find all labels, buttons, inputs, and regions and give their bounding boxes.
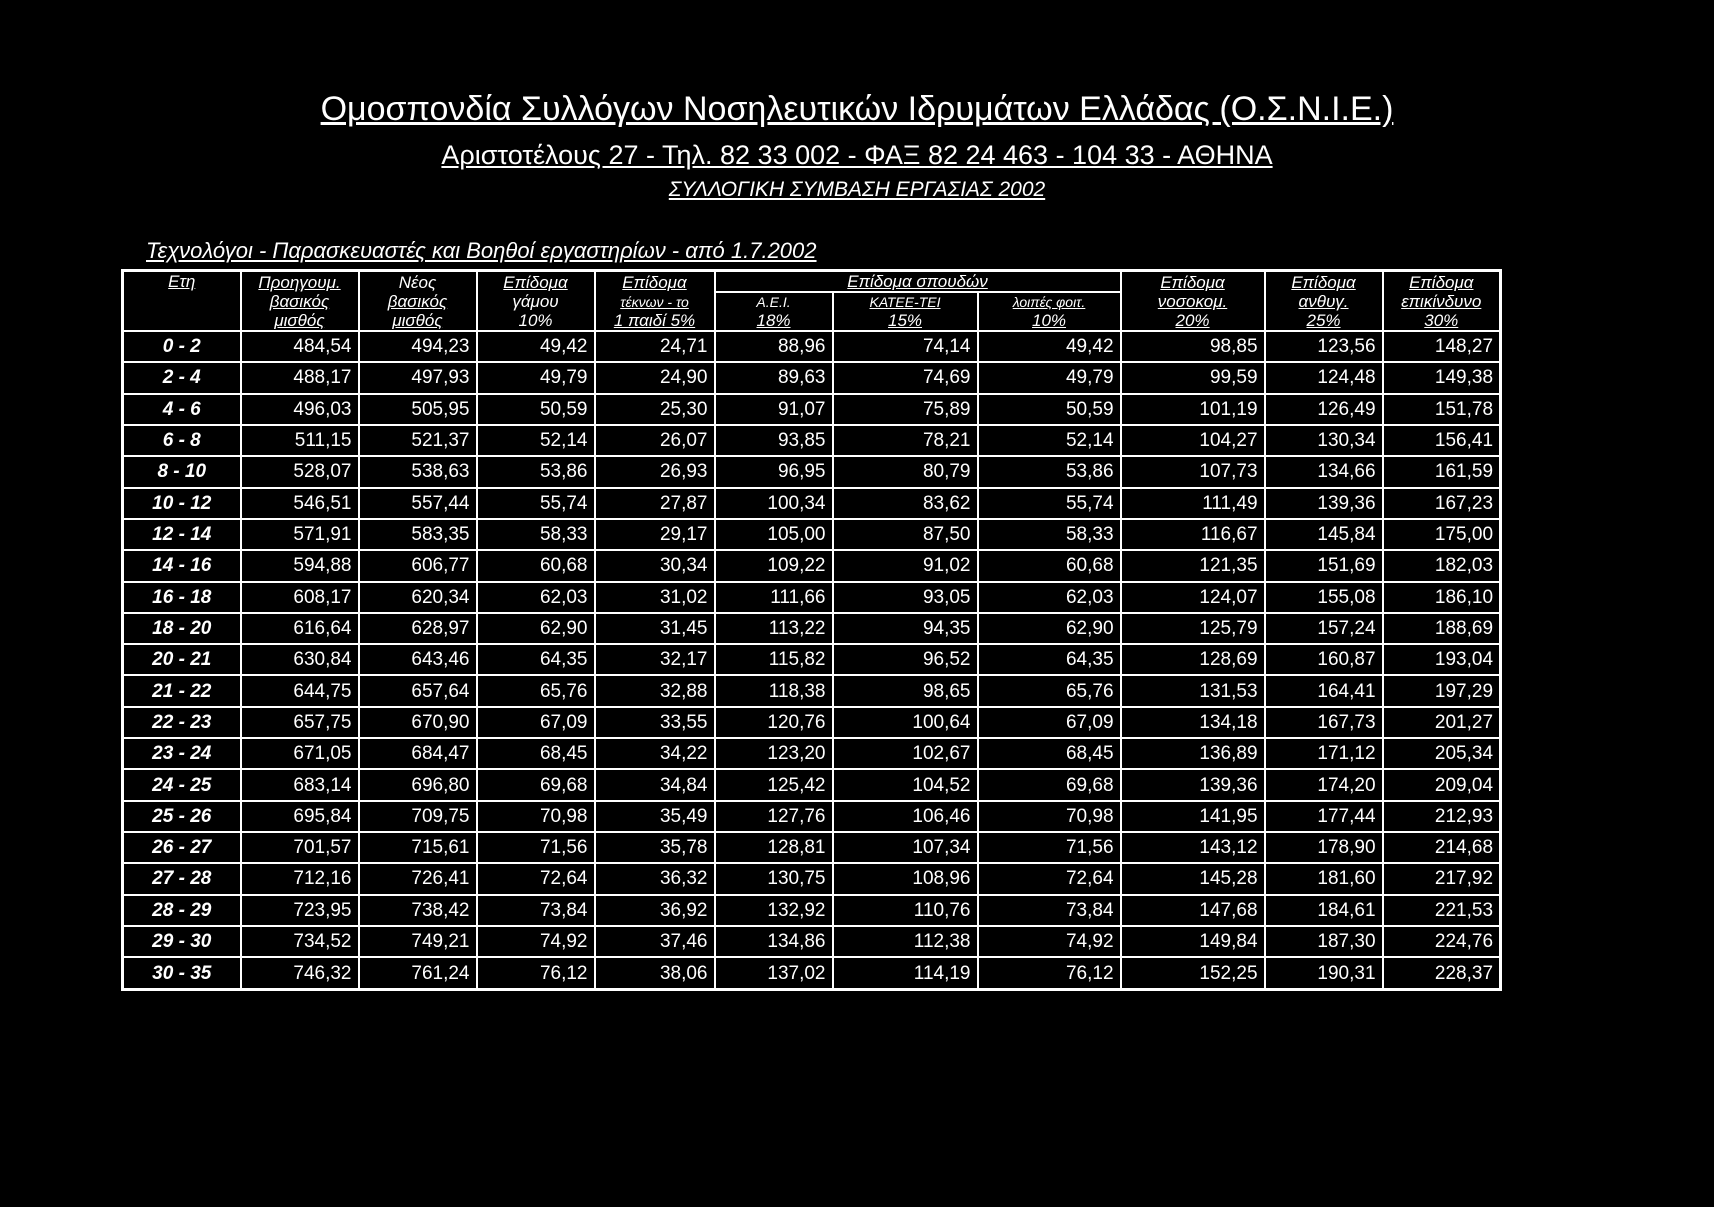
value-cell: 104,27	[1121, 425, 1265, 456]
value-cell: 118,38	[715, 675, 833, 706]
col-new-basic-2: βασικός	[359, 292, 477, 311]
value-cell: 712,16	[241, 863, 359, 894]
col-prev-basic-2: βασικός	[241, 292, 359, 311]
value-cell: 127,76	[715, 801, 833, 832]
value-cell: 73,84	[477, 895, 595, 926]
col-responsibility-pct: 25%	[1265, 311, 1383, 331]
value-cell: 91,02	[833, 550, 978, 581]
value-cell: 141,95	[1121, 801, 1265, 832]
value-cell: 606,77	[359, 550, 477, 581]
value-cell: 167,23	[1383, 488, 1501, 519]
value-cell: 111,66	[715, 582, 833, 613]
col-aei: Α.Ε.Ι.	[715, 292, 833, 311]
value-cell: 32,88	[595, 675, 715, 706]
table-row	[123, 957, 1501, 989]
value-cell: 124,48	[1265, 362, 1383, 393]
value-cell: 145,84	[1265, 519, 1383, 550]
value-cell: 184,61	[1265, 895, 1383, 926]
value-cell: 715,61	[359, 832, 477, 863]
value-cell: 98,85	[1121, 331, 1265, 362]
organization-address: Αριστοτέλους 27 - Τηλ. 82 33 002 - ΦΑΞ 82 24 463 - 104 33 - ΑΘΗΝΑ	[441, 140, 1273, 170]
table-row	[123, 801, 1501, 832]
value-cell: 749,21	[359, 926, 477, 957]
table-header	[123, 271, 1501, 332]
value-cell: 701,57	[241, 832, 359, 863]
section-title: Τεχνολόγοι - Παρασκευαστές και Βοηθοί εργαστηρίων - από 1.7.2002	[146, 238, 817, 263]
value-cell: 178,90	[1265, 832, 1383, 863]
value-cell: 505,95	[359, 394, 477, 425]
col-marriage-3: 10%	[477, 311, 595, 331]
table-row	[123, 644, 1501, 675]
col-marriage: Επίδομα	[477, 271, 595, 293]
salary-table	[121, 269, 1502, 991]
table-row	[123, 769, 1501, 800]
value-cell: 32,17	[595, 644, 715, 675]
col-nursing-2: νοσοκομ.	[1121, 292, 1265, 311]
value-cell: 131,53	[1121, 675, 1265, 706]
value-cell: 723,95	[241, 895, 359, 926]
value-cell: 120,76	[715, 707, 833, 738]
value-cell: 134,86	[715, 926, 833, 957]
value-cell: 68,45	[978, 738, 1121, 769]
value-cell: 557,44	[359, 488, 477, 519]
value-cell: 88,96	[715, 331, 833, 362]
value-cell: 160,87	[1265, 644, 1383, 675]
value-cell: 64,35	[477, 644, 595, 675]
value-cell: 83,62	[833, 488, 978, 519]
years-cell: 21 - 22	[123, 675, 241, 706]
value-cell: 49,42	[978, 331, 1121, 362]
value-cell: 67,09	[978, 707, 1121, 738]
value-cell: 511,15	[241, 425, 359, 456]
years-cell: 4 - 6	[123, 394, 241, 425]
value-cell: 37,46	[595, 926, 715, 957]
value-cell: 670,90	[359, 707, 477, 738]
value-cell: 49,42	[477, 331, 595, 362]
value-cell: 130,75	[715, 863, 833, 894]
value-cell: 58,33	[477, 519, 595, 550]
years-cell: 6 - 8	[123, 425, 241, 456]
value-cell: 174,20	[1265, 769, 1383, 800]
value-cell: 125,42	[715, 769, 833, 800]
value-cell: 528,07	[241, 456, 359, 487]
value-cell: 121,35	[1121, 550, 1265, 581]
value-cell: 87,50	[833, 519, 978, 550]
value-cell: 123,20	[715, 738, 833, 769]
value-cell: 148,27	[1383, 331, 1501, 362]
value-cell: 60,68	[477, 550, 595, 581]
table-row	[123, 926, 1501, 957]
value-cell: 93,85	[715, 425, 833, 456]
col-studies-group: Επίδομα σπουδών	[715, 271, 1121, 293]
value-cell: 52,14	[978, 425, 1121, 456]
table-row	[123, 582, 1501, 613]
value-cell: 55,74	[477, 488, 595, 519]
value-cell: 182,03	[1383, 550, 1501, 581]
value-cell: 157,24	[1265, 613, 1383, 644]
value-cell: 49,79	[978, 362, 1121, 393]
value-cell: 224,76	[1383, 926, 1501, 957]
value-cell: 147,68	[1121, 895, 1265, 926]
value-cell: 214,68	[1383, 832, 1501, 863]
value-cell: 109,22	[715, 550, 833, 581]
value-cell: 76,12	[978, 957, 1121, 989]
value-cell: 152,25	[1121, 957, 1265, 989]
value-cell: 52,14	[477, 425, 595, 456]
value-cell: 75,89	[833, 394, 978, 425]
value-cell: 101,19	[1121, 394, 1265, 425]
value-cell: 71,56	[477, 832, 595, 863]
col-nursing-pct: 20%	[1121, 311, 1265, 331]
col-children-3: 1 παιδί 5%	[595, 311, 715, 331]
years-cell: 2 - 4	[123, 362, 241, 393]
value-cell: 683,14	[241, 769, 359, 800]
value-cell: 72,64	[978, 863, 1121, 894]
value-cell: 62,90	[978, 613, 1121, 644]
col-nursing: Επίδομα	[1121, 271, 1265, 293]
value-cell: 696,80	[359, 769, 477, 800]
col-other: λοιπές φοιτ.	[978, 292, 1121, 311]
years-cell: 8 - 10	[123, 456, 241, 487]
years-cell: 10 - 12	[123, 488, 241, 519]
value-cell: 201,27	[1383, 707, 1501, 738]
table-row	[123, 331, 1501, 362]
table-row	[123, 362, 1501, 393]
years-cell: 29 - 30	[123, 926, 241, 957]
value-cell: 734,52	[241, 926, 359, 957]
value-cell: 161,59	[1383, 456, 1501, 487]
value-cell: 205,34	[1383, 738, 1501, 769]
value-cell: 139,36	[1121, 769, 1265, 800]
value-cell: 107,73	[1121, 456, 1265, 487]
value-cell: 484,54	[241, 331, 359, 362]
value-cell: 27,87	[595, 488, 715, 519]
value-cell: 143,12	[1121, 832, 1265, 863]
value-cell: 115,82	[715, 644, 833, 675]
value-cell: 488,17	[241, 362, 359, 393]
table-row	[123, 738, 1501, 769]
value-cell: 50,59	[978, 394, 1121, 425]
table-row	[123, 550, 1501, 581]
value-cell: 111,49	[1121, 488, 1265, 519]
value-cell: 726,41	[359, 863, 477, 894]
value-cell: 71,56	[978, 832, 1121, 863]
value-cell: 53,86	[477, 456, 595, 487]
col-responsibility: Επίδομα	[1265, 271, 1383, 293]
value-cell: 583,35	[359, 519, 477, 550]
value-cell: 156,41	[1383, 425, 1501, 456]
table-row	[123, 895, 1501, 926]
value-cell: 102,67	[833, 738, 978, 769]
value-cell: 68,45	[477, 738, 595, 769]
col-prev-basic: Προηγουμ.	[241, 271, 359, 293]
years-cell: 30 - 35	[123, 957, 241, 989]
value-cell: 25,30	[595, 394, 715, 425]
years-cell: 22 - 23	[123, 707, 241, 738]
value-cell: 496,03	[241, 394, 359, 425]
years-cell: 28 - 29	[123, 895, 241, 926]
value-cell: 94,35	[833, 613, 978, 644]
col-katee: ΚΑΤΕΕ-ΤΕΙ	[833, 292, 978, 311]
years-cell: 18 - 20	[123, 613, 241, 644]
agreement-subtitle: ΣΥΛΛΟΓΙΚΗ ΣΥΜΒΑΣΗ ΕΡΓΑΣΙΑΣ 2002	[668, 178, 1046, 201]
value-cell: 167,73	[1265, 707, 1383, 738]
value-cell: 643,46	[359, 644, 477, 675]
value-cell: 110,76	[833, 895, 978, 926]
value-cell: 124,07	[1121, 582, 1265, 613]
col-marriage-2: γάμου	[477, 292, 595, 311]
value-cell: 608,17	[241, 582, 359, 613]
value-cell: 177,44	[1265, 801, 1383, 832]
value-cell: 114,19	[833, 957, 978, 989]
value-cell: 60,68	[978, 550, 1121, 581]
value-cell: 33,55	[595, 707, 715, 738]
value-cell: 100,64	[833, 707, 978, 738]
value-cell: 107,34	[833, 832, 978, 863]
value-cell: 26,07	[595, 425, 715, 456]
value-cell: 34,84	[595, 769, 715, 800]
value-cell: 136,89	[1121, 738, 1265, 769]
years-cell: 27 - 28	[123, 863, 241, 894]
value-cell: 74,14	[833, 331, 978, 362]
value-cell: 55,74	[978, 488, 1121, 519]
value-cell: 538,63	[359, 456, 477, 487]
value-cell: 96,52	[833, 644, 978, 675]
value-cell: 139,36	[1265, 488, 1383, 519]
value-cell: 99,59	[1121, 362, 1265, 393]
value-cell: 70,98	[477, 801, 595, 832]
value-cell: 104,52	[833, 769, 978, 800]
value-cell: 53,86	[978, 456, 1121, 487]
value-cell: 112,38	[833, 926, 978, 957]
col-children: Επίδομα	[595, 271, 715, 293]
value-cell: 134,18	[1121, 707, 1265, 738]
value-cell: 132,92	[715, 895, 833, 926]
value-cell: 78,21	[833, 425, 978, 456]
value-cell: 31,02	[595, 582, 715, 613]
table-row	[123, 456, 1501, 487]
value-cell: 105,00	[715, 519, 833, 550]
value-cell: 26,93	[595, 456, 715, 487]
value-cell: 761,24	[359, 957, 477, 989]
value-cell: 571,91	[241, 519, 359, 550]
value-cell: 91,07	[715, 394, 833, 425]
value-cell: 181,60	[1265, 863, 1383, 894]
value-cell: 128,69	[1121, 644, 1265, 675]
table-row	[123, 394, 1501, 425]
value-cell: 74,92	[978, 926, 1121, 957]
value-cell: 630,84	[241, 644, 359, 675]
value-cell: 113,22	[715, 613, 833, 644]
value-cell: 106,46	[833, 801, 978, 832]
value-cell: 130,34	[1265, 425, 1383, 456]
table-row	[123, 613, 1501, 644]
value-cell: 671,05	[241, 738, 359, 769]
table-row	[123, 863, 1501, 894]
value-cell: 89,63	[715, 362, 833, 393]
value-cell: 209,04	[1383, 769, 1501, 800]
value-cell: 38,06	[595, 957, 715, 989]
value-cell: 62,90	[477, 613, 595, 644]
value-cell: 126,49	[1265, 394, 1383, 425]
value-cell: 36,32	[595, 863, 715, 894]
years-cell: 14 - 16	[123, 550, 241, 581]
value-cell: 100,34	[715, 488, 833, 519]
value-cell: 188,69	[1383, 613, 1501, 644]
value-cell: 108,96	[833, 863, 978, 894]
value-cell: 221,53	[1383, 895, 1501, 926]
value-cell: 738,42	[359, 895, 477, 926]
value-cell: 74,69	[833, 362, 978, 393]
value-cell: 96,95	[715, 456, 833, 487]
years-cell: 16 - 18	[123, 582, 241, 613]
value-cell: 497,93	[359, 362, 477, 393]
col-katee-pct: 15%	[833, 311, 978, 331]
value-cell: 190,31	[1265, 957, 1383, 989]
value-cell: 149,84	[1121, 926, 1265, 957]
value-cell: 35,78	[595, 832, 715, 863]
value-cell: 197,29	[1383, 675, 1501, 706]
value-cell: 64,35	[978, 644, 1121, 675]
col-new-basic-3: μισθός	[359, 311, 477, 331]
value-cell: 30,34	[595, 550, 715, 581]
col-years: Ετη	[123, 271, 241, 332]
value-cell: 125,79	[1121, 613, 1265, 644]
value-cell: 684,47	[359, 738, 477, 769]
value-cell: 73,84	[978, 895, 1121, 926]
years-cell: 25 - 26	[123, 801, 241, 832]
value-cell: 228,37	[1383, 957, 1501, 989]
value-cell: 175,00	[1383, 519, 1501, 550]
col-aei-pct: 18%	[715, 311, 833, 331]
value-cell: 65,76	[978, 675, 1121, 706]
value-cell: 151,69	[1265, 550, 1383, 581]
col-hazard-2: επικίνδυνο	[1383, 292, 1501, 311]
col-hazard-pct: 30%	[1383, 311, 1501, 331]
value-cell: 76,12	[477, 957, 595, 989]
table-row	[123, 707, 1501, 738]
value-cell: 657,75	[241, 707, 359, 738]
value-cell: 31,45	[595, 613, 715, 644]
value-cell: 58,33	[978, 519, 1121, 550]
value-cell: 521,37	[359, 425, 477, 456]
years-cell: 24 - 25	[123, 769, 241, 800]
value-cell: 217,92	[1383, 863, 1501, 894]
value-cell: 134,66	[1265, 456, 1383, 487]
value-cell: 29,17	[595, 519, 715, 550]
value-cell: 620,34	[359, 582, 477, 613]
value-cell: 69,68	[477, 769, 595, 800]
value-cell: 657,64	[359, 675, 477, 706]
value-cell: 93,05	[833, 582, 978, 613]
value-cell: 193,04	[1383, 644, 1501, 675]
value-cell: 164,41	[1265, 675, 1383, 706]
value-cell: 34,22	[595, 738, 715, 769]
value-cell: 65,76	[477, 675, 595, 706]
value-cell: 546,51	[241, 488, 359, 519]
table-row	[123, 519, 1501, 550]
value-cell: 50,59	[477, 394, 595, 425]
years-cell: 0 - 2	[123, 331, 241, 362]
value-cell: 695,84	[241, 801, 359, 832]
table-row	[123, 675, 1501, 706]
col-other-pct: 10%	[978, 311, 1121, 331]
col-children-2: τέκνων - το	[595, 292, 715, 311]
years-cell: 23 - 24	[123, 738, 241, 769]
value-cell: 212,93	[1383, 801, 1501, 832]
value-cell: 80,79	[833, 456, 978, 487]
value-cell: 62,03	[978, 582, 1121, 613]
value-cell: 151,78	[1383, 394, 1501, 425]
table-body	[123, 331, 1501, 990]
value-cell: 69,68	[978, 769, 1121, 800]
value-cell: 709,75	[359, 801, 477, 832]
value-cell: 62,03	[477, 582, 595, 613]
value-cell: 186,10	[1383, 582, 1501, 613]
value-cell: 36,92	[595, 895, 715, 926]
value-cell: 49,79	[477, 362, 595, 393]
value-cell: 594,88	[241, 550, 359, 581]
value-cell: 72,64	[477, 863, 595, 894]
value-cell: 24,71	[595, 331, 715, 362]
value-cell: 67,09	[477, 707, 595, 738]
value-cell: 628,97	[359, 613, 477, 644]
value-cell: 644,75	[241, 675, 359, 706]
value-cell: 149,38	[1383, 362, 1501, 393]
value-cell: 116,67	[1121, 519, 1265, 550]
years-cell: 12 - 14	[123, 519, 241, 550]
years-cell: 26 - 27	[123, 832, 241, 863]
value-cell: 187,30	[1265, 926, 1383, 957]
value-cell: 35,49	[595, 801, 715, 832]
years-cell: 20 - 21	[123, 644, 241, 675]
table-row	[123, 488, 1501, 519]
value-cell: 145,28	[1121, 863, 1265, 894]
organization-title: Ομοσπονδία Συλλόγων Νοσηλευτικών Ιδρυμάτων Ελλάδας (Ο.Σ.Ν.Ι.Ε.)	[320, 90, 1394, 128]
value-cell: 74,92	[477, 926, 595, 957]
table-row	[123, 425, 1501, 456]
value-cell: 128,81	[715, 832, 833, 863]
value-cell: 123,56	[1265, 331, 1383, 362]
value-cell: 70,98	[978, 801, 1121, 832]
value-cell: 746,32	[241, 957, 359, 989]
value-cell: 155,08	[1265, 582, 1383, 613]
col-prev-basic-3: μισθός	[241, 311, 359, 331]
value-cell: 24,90	[595, 362, 715, 393]
value-cell: 171,12	[1265, 738, 1383, 769]
col-new-basic: Νέος	[359, 271, 477, 293]
col-responsibility-2: ανθυγ.	[1265, 292, 1383, 311]
table-row	[123, 832, 1501, 863]
col-hazard: Επίδομα	[1383, 271, 1501, 293]
value-cell: 494,23	[359, 331, 477, 362]
value-cell: 137,02	[715, 957, 833, 989]
value-cell: 616,64	[241, 613, 359, 644]
value-cell: 98,65	[833, 675, 978, 706]
